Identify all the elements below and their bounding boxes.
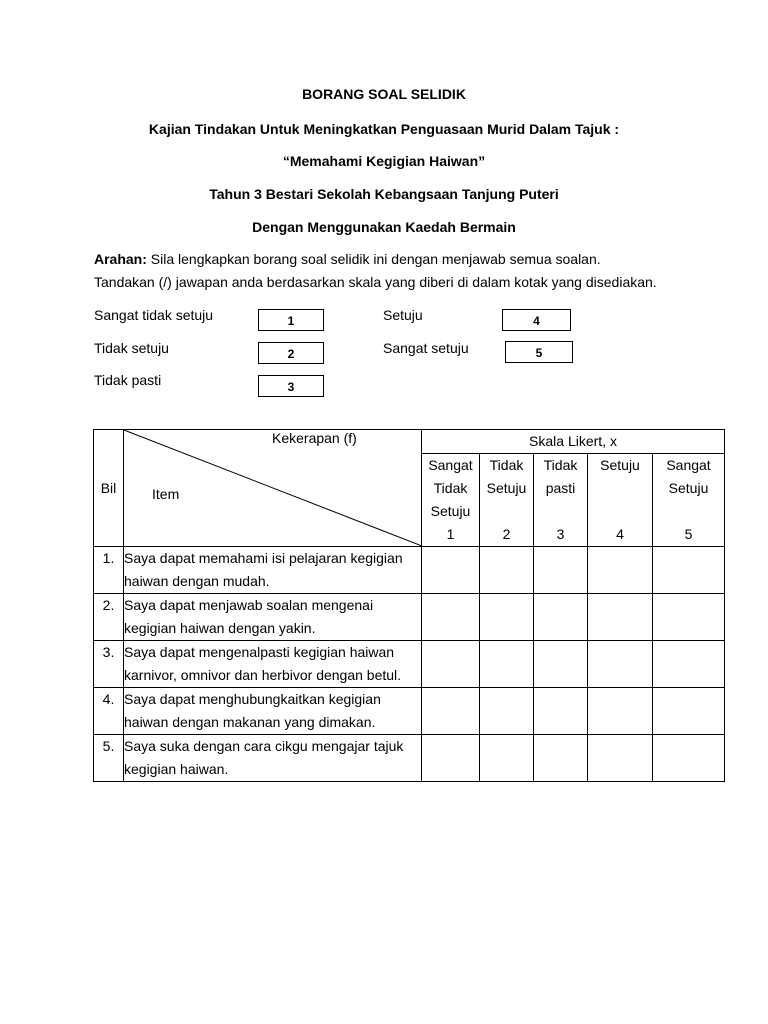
likert-col-text: Tidak bbox=[433, 480, 468, 496]
scale-box-5: 5 bbox=[505, 341, 573, 363]
likert-col-2 bbox=[480, 454, 534, 547]
likert-col-number: 1 bbox=[446, 526, 455, 542]
row-number: 2. bbox=[94, 594, 124, 641]
row-item bbox=[124, 641, 422, 688]
row-item-line: Saya dapat mengenalpasti kegigian haiwan bbox=[124, 644, 395, 660]
row-item-line: Saya dapat menghubungkaitkan kegigian bbox=[124, 691, 381, 707]
likert-header: Skala Likert, x bbox=[422, 430, 725, 454]
answer-cell-5[interactable] bbox=[653, 688, 725, 735]
answer-cell-3[interactable] bbox=[534, 641, 588, 688]
scale-box-2: 2 bbox=[258, 342, 324, 364]
class-school: Tahun 3 Bestari Sekolah Kebangsaan Tanjung Puteri bbox=[209, 186, 559, 202]
answer-cell-3[interactable] bbox=[534, 547, 588, 594]
instruction-line-1 bbox=[94, 251, 601, 267]
scale-label-5: Sangat setuju bbox=[383, 340, 469, 356]
instruction-line-2: Tandakan (/) jawapan anda berdasarkan skala yang diberi di dalam kotak yang disediakan. bbox=[94, 274, 657, 290]
row-item-line: kegigian haiwan. bbox=[124, 761, 229, 777]
scale-label-3: Tidak pasti bbox=[94, 372, 162, 388]
table-row bbox=[94, 594, 725, 641]
instruction-label: Arahan: bbox=[94, 251, 147, 267]
likert-col-text: Setuju bbox=[668, 480, 709, 496]
study-title: Kajian Tindakan Untuk Meningkatkan Penguasaan Murid Dalam Tajuk : bbox=[148, 121, 620, 137]
likert-col-number: 2 bbox=[502, 526, 511, 542]
scale-label-1: Sangat tidak setuju bbox=[94, 307, 214, 323]
likert-col-3 bbox=[534, 454, 588, 547]
item-label: Item bbox=[152, 486, 180, 502]
item-frequency-header bbox=[124, 430, 422, 547]
row-number: 4. bbox=[94, 688, 124, 735]
answer-cell-5[interactable] bbox=[653, 594, 725, 641]
likert-col-text: Sangat bbox=[428, 457, 473, 473]
answer-cell-2[interactable] bbox=[480, 735, 534, 782]
row-item-line: haiwan dengan makanan yang dimakan. bbox=[124, 714, 376, 730]
answer-cell-4[interactable] bbox=[588, 547, 653, 594]
row-item bbox=[124, 547, 422, 594]
likert-col-number: 5 bbox=[684, 526, 693, 542]
scale-label-4: Setuju bbox=[383, 307, 423, 323]
likert-col-number: 4 bbox=[616, 526, 624, 542]
frequency-label: Kekerapan (f) bbox=[272, 430, 357, 446]
answer-cell-2[interactable] bbox=[480, 641, 534, 688]
answer-cell-3[interactable] bbox=[534, 594, 588, 641]
answer-cell-4[interactable] bbox=[588, 594, 653, 641]
row-item bbox=[124, 688, 422, 735]
likert-col-text: Setuju bbox=[486, 480, 527, 496]
row-item-line: haiwan dengan mudah. bbox=[124, 573, 270, 589]
likert-col-5 bbox=[653, 454, 725, 547]
answer-cell-2[interactable] bbox=[480, 547, 534, 594]
answer-cell-5[interactable] bbox=[653, 735, 725, 782]
likert-col-text: pasti bbox=[545, 480, 576, 496]
topic-title: “Memahami Kegigian Haiwan” bbox=[282, 153, 486, 169]
scale-box-3: 3 bbox=[258, 375, 324, 397]
scale-label-2: Tidak setuju bbox=[94, 340, 169, 356]
questionnaire-table bbox=[93, 429, 725, 782]
answer-cell-5[interactable] bbox=[653, 641, 725, 688]
answer-cell-1[interactable] bbox=[422, 735, 480, 782]
table-row bbox=[94, 688, 725, 735]
instruction-text: Sila lengkapkan borang soal selidik ini dengan menjawab semua soalan. bbox=[146, 251, 601, 267]
likert-col-text: Tidak bbox=[543, 457, 578, 473]
bil-header: Bil bbox=[94, 430, 124, 547]
likert-col-text: Tidak bbox=[489, 457, 524, 473]
likert-col-number: 3 bbox=[556, 526, 565, 542]
likert-col-text: Sangat bbox=[666, 457, 711, 473]
answer-cell-2[interactable] bbox=[480, 594, 534, 641]
row-item bbox=[124, 594, 422, 641]
row-number: 3. bbox=[94, 641, 124, 688]
table-row bbox=[94, 641, 725, 688]
likert-col-text: Setuju bbox=[430, 503, 471, 519]
answer-cell-5[interactable] bbox=[653, 547, 725, 594]
likert-col-4 bbox=[588, 454, 653, 547]
answer-cell-1[interactable] bbox=[422, 547, 480, 594]
table-row bbox=[94, 735, 725, 782]
answer-cell-1[interactable] bbox=[422, 641, 480, 688]
answer-cell-1[interactable] bbox=[422, 594, 480, 641]
answer-cell-3[interactable] bbox=[534, 688, 588, 735]
row-number: 1. bbox=[94, 547, 124, 594]
scale-box-4: 4 bbox=[502, 309, 571, 331]
form-title: BORANG SOAL SELIDIK bbox=[302, 86, 466, 102]
answer-cell-4[interactable] bbox=[588, 641, 653, 688]
row-item bbox=[124, 735, 422, 782]
row-item-line: karnivor, omnivor dan herbivor dengan betul. bbox=[124, 667, 402, 683]
answer-cell-4[interactable] bbox=[588, 735, 653, 782]
likert-col-1 bbox=[422, 454, 480, 547]
answer-cell-4[interactable] bbox=[588, 688, 653, 735]
method: Dengan Menggunakan Kaedah Bermain bbox=[252, 219, 516, 235]
table-row bbox=[94, 547, 725, 594]
scale-box-1: 1 bbox=[258, 309, 324, 331]
answer-cell-3[interactable] bbox=[534, 735, 588, 782]
answer-cell-2[interactable] bbox=[480, 688, 534, 735]
row-number: 5. bbox=[94, 735, 124, 782]
row-item-line: Saya dapat menjawab soalan mengenai bbox=[124, 597, 374, 613]
answer-cell-1[interactable] bbox=[422, 688, 480, 735]
row-item-line: Saya dapat memahami isi pelajaran kegigian bbox=[124, 550, 403, 566]
likert-col-text: Setuju bbox=[600, 457, 640, 473]
row-item-line: kegigian haiwan dengan yakin. bbox=[124, 620, 316, 636]
row-item-line: Saya suka dengan cara cikgu mengajar tajuk bbox=[124, 738, 404, 754]
